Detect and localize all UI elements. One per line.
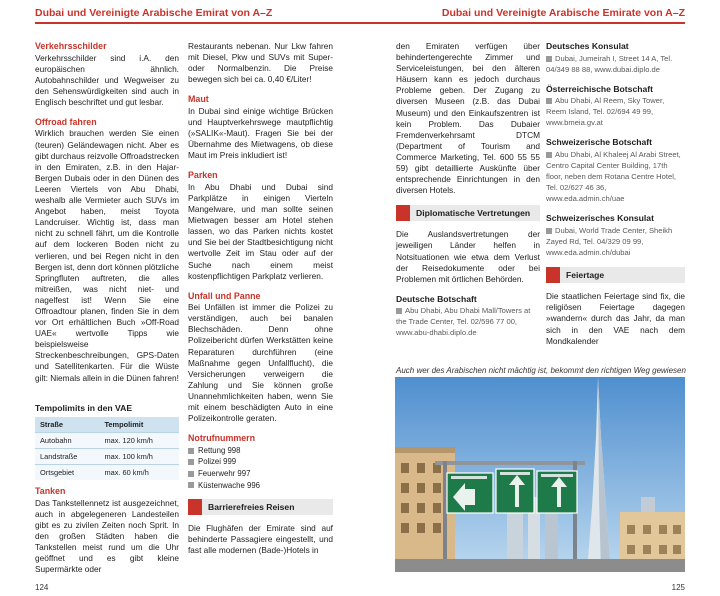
oesterreich-details xyxy=(546,95,685,128)
barrierefrei-heading-bar xyxy=(188,499,333,515)
bullet-square-icon xyxy=(546,152,552,158)
bullet-square-icon xyxy=(546,98,552,104)
tanken-heading: Tanken xyxy=(35,486,66,496)
table-cell: Landstraße xyxy=(35,449,99,465)
list-item xyxy=(188,480,333,492)
deutsches-konsulat-text: Dubai, Jumeirah I, Street 14 A, Tel. 04/349 88 88, www.dubai.diplo.de xyxy=(546,53,673,74)
dubai-road-signs-illustration xyxy=(395,377,685,572)
table-cell: Ortsgebiet xyxy=(35,465,99,481)
list-item xyxy=(188,445,333,457)
list-item xyxy=(188,468,333,480)
bullet-square-icon xyxy=(546,56,552,62)
table-cell: max. 100 km/h xyxy=(99,449,179,465)
maut-text: In Dubai sind einige wichtige Brücken und Hauptverkehrswege mautpflichtig (»SALIK«-Maut). Fragen Sie bei der Übernahme des Mietwagens, ob diese Maut im Preis inkludiert ist! xyxy=(188,105,333,161)
notruf-heading: Notrufnummern xyxy=(188,433,256,444)
list-item xyxy=(188,456,333,468)
table-header-row xyxy=(35,417,179,433)
parken-text: In Abu Dhabi und Dubai sind Parkplätze in einigen Vierteln Mangelware, und man sollte seinen Mietwagen besser am Hotel stehen lassen, wo das Parken nichts kostet und Sie bei der Stadtbesichtigung nicht wertvolle Zeit im Stau oder auf der Suche nach einem meist kostenpflichtigen Parkplatz verlieren. xyxy=(188,181,333,281)
verkehrsschilder-text: Verkehrsschilder sind i.A. den europäischen ähnlich. Autobahnschilder und Wegweiser zu den Sehenswürdigkeiten sind auch in Englisch beschriftet und gut lesbar. xyxy=(35,52,179,107)
deutsches-konsulat-heading: Deutsches Konsulat xyxy=(546,41,629,51)
schweiz-konsulat-details xyxy=(546,225,685,258)
barrierefrei-continued-text: den Emiraten verfügen über behindertengerechte Zimmer und Serviceleistungen, bei den älteren Häusern kann es jedoch durchaus Probleme geben. Der Zugang zu diversen Museen (z.B. das Dubai Museum) und den Einkaufszentren ist kein Problem. Das Dubaier Fremdenverkehrsamt DTCM (Department of Tourism and Commerce Marketing, Tel. 600 55 55 59) gibt detaillierte Auskünfte über entsprechende Einrichtungen in den diversen Hotels. xyxy=(396,41,540,196)
left-column-1 xyxy=(35,41,179,393)
deutsche-botschaft-details xyxy=(396,305,540,338)
red-marker-icon xyxy=(396,205,410,221)
deutsches-konsulat-details xyxy=(546,53,685,75)
table-cell: max. 120 km/h xyxy=(99,433,179,449)
table-row xyxy=(35,433,179,449)
parken-heading: Parken xyxy=(188,170,218,181)
notruf-item: Rettung 998 xyxy=(198,445,241,455)
bullet-square-icon xyxy=(188,482,194,488)
table-header-cell: Straße xyxy=(35,417,99,433)
barrierefrei-heading: Barrierefreies Reisen xyxy=(208,501,295,512)
tempolimits-title: Tempolimits in den VAE xyxy=(35,403,133,413)
schweiz-konsulat-heading: Schweizerisches Konsulat xyxy=(546,213,654,224)
left-running-header: Dubai und Vereinigte Arabische Emirat von A–Z xyxy=(35,7,273,19)
red-marker-icon xyxy=(546,267,560,283)
left-page-number: 124 xyxy=(35,583,49,592)
right-column-2 xyxy=(546,41,685,356)
diplo-heading: Diplomatische Vertretungen xyxy=(416,207,531,218)
schweiz-botschaft-details xyxy=(546,149,685,204)
feiertage-heading-bar xyxy=(546,267,685,283)
photo-caption: Auch wer des Arabischen nicht mächtig ist, bekommt den richtigen Weg gewiesen xyxy=(396,366,686,375)
table-row xyxy=(35,465,179,481)
deutsche-botschaft-text: Abu Dhabi, Abu Dhabi Mall/Towers at the Trade Center, Tel. 02/596 77 00, www.abu-dhabi.diplo.de xyxy=(396,306,531,338)
deutsche-botschaft-heading: Deutsche Botschaft xyxy=(396,293,477,304)
notruf-item: Feuerwehr 997 xyxy=(198,468,251,478)
notruf-item: Küstenwache 996 xyxy=(198,480,260,490)
dubai-road-signs-photo xyxy=(395,377,685,572)
table-cell: Autobahn xyxy=(35,433,99,449)
tanken-text: Das Tankstellennetz ist ausgezeichnet, auch in abgelegeneren Landesteilen gibt es zu zivilen Zeiten noch Sprit. In den großen Städten haben die Tankstellen meist rund um die Uhr geöffnet und es gibt kleine Supermärkte oder xyxy=(35,497,179,575)
schweiz-konsulat-text: Dubai, World Trade Center, Sheikh Zayed Rd, Tel. 04/329 09 99, www.eda.admin.ch/dubai xyxy=(546,225,673,258)
notruf-item: Polizei 999 xyxy=(198,457,237,467)
right-running-header: Dubai und Vereinigte Arabische Emirate von A–Z xyxy=(441,7,685,19)
schweiz-botschaft-text: Abu Dhabi, Al Khaleej Al Arabi Street, Centro Capital Center Building, 17th floor, neben dem Rotana Centre Hotel, Tel. 02/627 46 36, www.eda.admin.ch/uae xyxy=(546,149,681,204)
offroad-text: Wirklich brauchen werden Sie einen (teuren) Geländewagen nicht. Aber es gibt durchaus reizvolle Offroadstrecken in den Emiraten, z.B. in den Hajar-Bergen Dubais oder in den Dünen des Leeren Viertels von Abu Dhabi, weshalb alle Vermieter auch SUVs im Angebot haben, meist Toyota Landcruiser. Wichtig ist, dass man nicht zu schnell fährt, um die Kontrolle auf dem lockeren Boden nicht zu verlieren, und bei Regen nicht in den Bergen ist, denn dort können plötzliche Springfluten auftreten, die alles mitreißen, was nicht niet- und nagelfest ist! Wenn Sie eine Offroadtour planen, finden Sie in dem vor Ort erhältlichen Buch »Off-Road UAE« wertvolle Tipps wie beispielsweise Streckenbeschreibungen, GPS-Daten und Satellitenkarten. Für die Wüste gilt: Niemals allein in die Dünen fahren! xyxy=(35,128,179,383)
bullet-square-icon xyxy=(188,471,194,477)
unfall-text: Bei Unfällen ist immer die Polizei zu verständigen, auch bei banalen Blechschäden. Denn ohne Polizeibericht dürfen Werkstätten keine Reparaturen durchführen (eine Maßnahme gegen Unfallflucht), die Versicherungen verweigern die Zahlung und Sie können große Unannehmlichkeiten haben, wenn Sie mit einem beschädigten Auto in eine Polizeikontrolle geraten. xyxy=(188,302,333,424)
bullet-square-icon xyxy=(188,448,194,454)
tanken-section xyxy=(35,486,179,584)
verkehrsschilder-heading: Verkehrsschilder xyxy=(35,41,107,51)
diplo-text: Die Auslandsvertretungen der jeweiligen Länder helfen in Notsituationen wie etwa dem Verlust der Reisedokumente oder bei Problemen mit örtlichen Behörden. xyxy=(396,229,540,284)
table-cell: max. 60 km/h xyxy=(99,465,179,481)
left-header-rule xyxy=(35,22,360,24)
red-marker-icon xyxy=(188,499,202,515)
table-row xyxy=(35,449,179,465)
offroad-heading: Offroad fahren xyxy=(35,116,97,127)
notruf-list xyxy=(188,445,333,491)
tempolimits-box xyxy=(35,403,179,480)
oesterreich-heading: Österreichische Botschaft xyxy=(546,83,653,94)
right-header-rule xyxy=(360,22,685,24)
feiertage-heading: Feiertage xyxy=(566,269,605,280)
maut-heading: Maut xyxy=(188,94,209,105)
tempolimits-table xyxy=(35,417,179,480)
tanken-continued-text: Restaurants nebenan. Nur Lkw fahren mit Diesel, Pkw und SUVs mit Super- oder Normalbenzin. Die Preise bewegen sich bei ca. 0,40 €/Liter! xyxy=(188,41,333,85)
bullet-square-icon xyxy=(396,308,402,314)
left-column-2 xyxy=(188,41,333,565)
barrierefrei-text: Die Flughäfen der Emirate sind auf behinderte Passagiere eingestellt, und fast alle modernen (Bade-)Hotels in xyxy=(188,523,333,556)
bullet-square-icon xyxy=(188,459,194,465)
bullet-square-icon xyxy=(546,228,552,234)
right-page-number: 125 xyxy=(671,583,685,592)
schweiz-botschaft-heading: Schweizerische Botschaft xyxy=(546,137,653,148)
diplo-heading-bar xyxy=(396,205,540,221)
table-header-cell: Tempolimit xyxy=(99,417,179,433)
feiertage-text: Die staatlichen Feiertage sind fix, die religiösen Feiertage dagegen »wandern« durch das Jahr, da man sich in den VAE nach dem Mondkalender xyxy=(546,291,685,346)
unfall-heading: Unfall und Panne xyxy=(188,290,261,301)
oesterreich-text: Abu Dhabi, Al Reem, Sky Tower, Reem Island, Tel. 02/694 49 99, www.bmeia.gv.at xyxy=(546,96,665,128)
right-column-1 xyxy=(396,41,540,348)
